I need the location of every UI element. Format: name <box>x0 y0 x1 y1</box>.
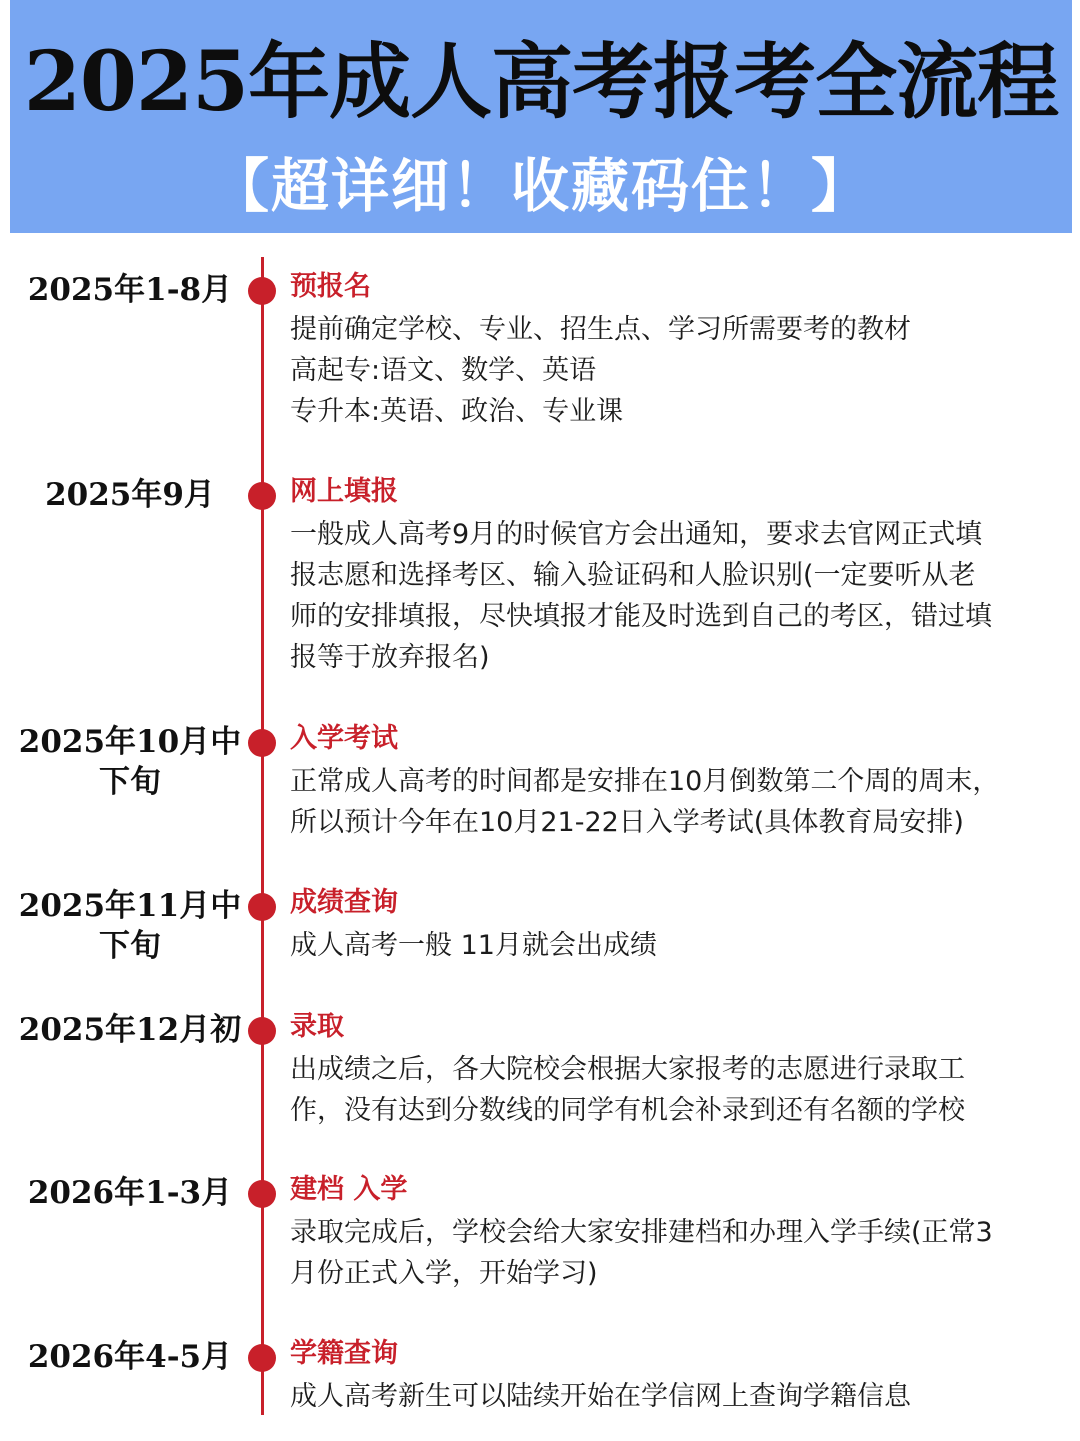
description-line: 正常成人高考的时间都是安排在10月倒数第二个周的周末， <box>290 766 1000 797</box>
timeline-date: 2026年1-3月 <box>27 1175 233 1211</box>
page-subtitle: 【超详细！收藏码住！】 <box>210 152 871 220</box>
timeline-date <box>12 886 248 966</box>
description-line: 所以预计今年在10月21-22日入学考试(具体教育局安排) <box>290 807 964 838</box>
description-line: 一般成人高考9月的时候官方会出通知，要求去官网正式填 <box>290 519 983 550</box>
description-line: 师的安排填报，尽快填报才能及时选到自己的考区，错过填 <box>290 601 992 632</box>
description-line: 报等于放弃报名) <box>290 642 490 673</box>
timeline-heading: 录取 <box>290 1011 344 1042</box>
timeline-heading: 入学考试 <box>290 723 398 754</box>
description-line: 出成绩之后，各大院校会根据大家报考的志愿进行录取工 <box>290 1054 965 1085</box>
timeline-heading: 网上填报 <box>290 476 398 507</box>
timeline-heading: 建档 入学 <box>290 1174 408 1205</box>
timeline-dot <box>248 1017 276 1045</box>
timeline-dot <box>248 1180 276 1208</box>
description-line: 报志愿和选择考区、输入验证码和人脸识别(一定要听从老 <box>290 560 976 591</box>
timeline-description <box>290 1212 1060 1294</box>
description-line: 专升本:英语、政治、专业课 <box>290 396 624 427</box>
timeline-date: 2025年12月初 <box>18 1012 242 1048</box>
timeline-dot <box>248 482 276 510</box>
description-line: 提前确定学校、专业、招生点、学习所需要考的教材 <box>290 314 911 345</box>
description-line: 成人高考一般 11月就会出成绩 <box>290 930 657 961</box>
timeline-date: 2026年4-5月 <box>27 1339 233 1375</box>
timeline-description <box>290 1049 1060 1131</box>
timeline-heading: 学籍查询 <box>290 1338 398 1369</box>
description-line: 录取完成后，学校会给大家安排建档和办理入学手续(正常3 <box>290 1217 993 1248</box>
timeline-dot <box>248 277 276 305</box>
timeline-dot <box>248 1344 276 1372</box>
description-line: 作，没有达到分数线的同学有机会补录到还有名额的学校 <box>290 1095 965 1126</box>
timeline-heading: 成绩查询 <box>290 887 398 918</box>
timeline-date: 2025年9月 <box>45 477 215 513</box>
timeline-description <box>290 514 1060 678</box>
date-line: 下旬 <box>99 764 161 800</box>
date-line: 下旬 <box>99 928 161 964</box>
header-banner <box>10 0 1072 233</box>
description-line: 月份正式入学，开始学习) <box>290 1258 598 1289</box>
timeline-description <box>290 761 1060 843</box>
timeline-dot <box>248 729 276 757</box>
timeline-heading: 预报名 <box>290 271 371 302</box>
timeline-dot <box>248 893 276 921</box>
timeline-line <box>261 257 264 1415</box>
page-title: 2025年成人高考报考全流程 <box>23 34 1059 130</box>
timeline-date <box>12 722 248 802</box>
timeline-description <box>290 1376 1060 1417</box>
description-line: 成人高考新生可以陆续开始在学信网上查询学籍信息 <box>290 1381 911 1412</box>
description-line: 高起专:语文、数学、英语 <box>290 355 597 386</box>
date-line: 2025年10月中 <box>18 724 242 760</box>
timeline-date: 2025年1-8月 <box>27 272 233 308</box>
date-line: 2025年11月中 <box>18 888 242 924</box>
timeline-description <box>290 925 1060 966</box>
timeline-description <box>290 309 1060 432</box>
